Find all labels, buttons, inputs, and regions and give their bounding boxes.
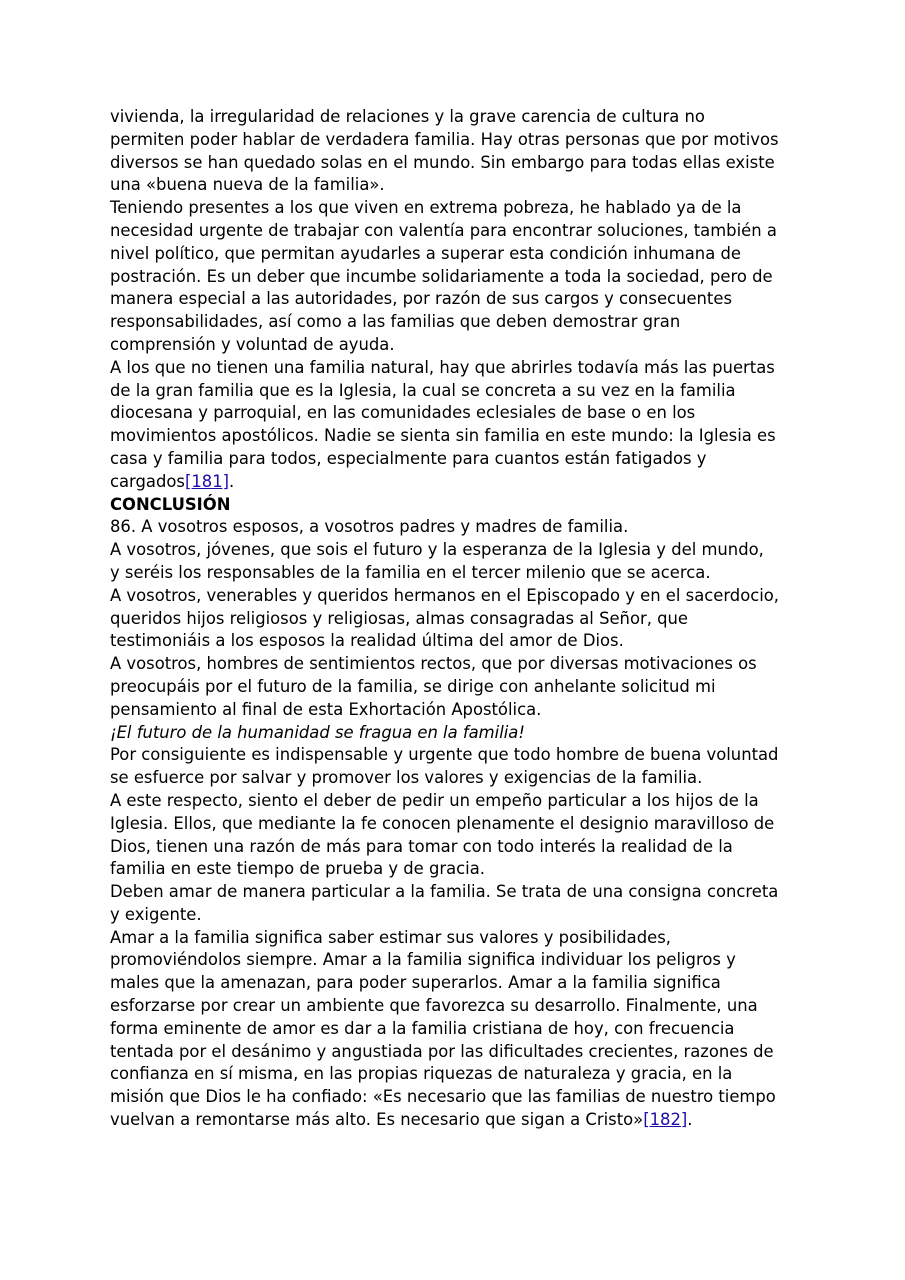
paragraph [110,357,810,494]
text-line: A este respecto, siento el deber de pedir un empeño particular a los hijos de la [110,790,759,810]
text-line: vivienda, la irregularidad de relaciones y la grave carencia de cultura no [110,107,705,126]
text-line: Por consiguiente es indispensable y urgente que todo hombre de buena voluntad [110,745,779,765]
paragraph [110,881,810,927]
text-line: A vosotros, hombres de sentimientos rectos, que por diversas motivaciones os [110,654,757,674]
text-line: tentada por el desánimo y angustiada por las dificultades crecientes, razones de [110,1041,774,1061]
text-line: familia en este tiempo de prueba y de gracia. [110,859,485,879]
text-line: Teniendo presentes a los que viven en extrema pobreza, he hablado ya de la [110,198,742,218]
text-line: y exigente. [110,904,202,924]
text-line: necesidad urgente de trabajar con valentía para encontrar soluciones, también a [110,220,777,240]
text-line: Amar a la familia significa saber estimar sus valores y posibilidades, [110,927,671,947]
text-line: A vosotros, jóvenes, que sois el futuro y la esperanza de la Iglesia y del mundo, [110,540,764,560]
text-line: Iglesia. Ellos, que mediante la fe conocen plenamente el designio maravilloso de [110,813,775,833]
text-line: Dios, tienen una razón de más para tomar con todo interés la realidad de la [110,836,733,856]
text-line: y seréis los responsables de la familia en el tercer milenio que se acerca. [110,562,711,582]
paragraph [110,653,810,721]
text-line: promoviéndolos siempre. Amar a la familia significa individuar los peligros y [110,950,736,970]
text-line: nivel político, que permitan ayudarles a superar esta condición inhumana de [110,243,741,263]
paragraph [110,516,810,539]
text-line: postración. Es un deber que incumbe solidariamente a toda la sociedad, pero de [110,266,773,286]
text-line [110,1109,810,1132]
paragraph [110,585,810,653]
section-heading: CONCLUSIÓN [110,494,231,514]
text-line: A vosotros, venerables y queridos hermanos en el Episcopado y en el sacerdocio, [110,585,780,605]
text-line: esforzarse por crear un ambiente que favorezca su desarrollo. Finalmente, una [110,996,758,1016]
text-line: permiten poder hablar de verdadera familia. Hay otras personas que por motivos [110,129,779,149]
paragraph [110,790,810,881]
paragraph [110,539,810,585]
text-line: males que la amenazan, para poder superarlos. Amar a la familia significa [110,973,721,993]
text-line: responsabilidades, así como a las familias que deben demostrar gran [110,312,681,332]
text-fragment: cargados [110,471,185,491]
text-fragment: . [229,471,235,491]
text-line: comprensión y voluntad de ayuda. [110,334,395,354]
text-line: diocesana y parroquial, en las comunidades eclesiales de base o en los [110,403,696,423]
italic-statement: ¡El futuro de la humanidad se fragua en la familia! [110,722,525,742]
text-line: testimoniáis a los esposos la realidad última del amor de Dios. [110,631,624,651]
text-line: preocupáis por el futuro de la familia, se dirige con anhelante solicitud mi [110,676,716,696]
text-line: de la gran familia que es la Iglesia, la cual se concreta a su vez en la familia [110,380,736,400]
text-line: queridos hijos religiosos y religiosas, almas consagradas al Señor, que [110,608,689,628]
text-line: A los que no tienen una familia natural, hay que abrirles todavía más las puertas [110,357,775,377]
text-line: movimientos apostólicos. Nadie se sienta sin familia en este mundo: la Iglesia es [110,426,776,446]
paragraph [110,744,810,790]
paragraph [110,927,810,1132]
text-line: diversos se han quedado solas en el mundo. Sin embargo para todas ellas existe [110,152,775,172]
text-line: forma eminente de amor es dar a la familia cristiana de hoy, con frecuencia [110,1018,735,1038]
text-line: una «buena nueva de la familia». [110,175,385,195]
text-line [110,471,810,494]
text-line: pensamiento al final de esta Exhortación Apostólica. [110,699,542,719]
text-line: casa y familia para todos, especialmente para cuantos están fatigados y [110,448,707,468]
text-fragment: vuelvan a remontarse más alto. Es necesario que sigan a Cristo» [110,1110,644,1130]
text-line: se esfuerce por salvar y promover los valores y exigencias de la familia. [110,768,703,788]
footnote-link-181[interactable]: [181] [184,471,230,491]
text-line: manera especial a las autoridades, por razón de sus cargos y consecuentes [110,289,732,309]
text-line: misión que Dios le ha confiado: «Es necesario que las familias de nuestro tiempo [110,1087,776,1107]
paragraph [110,197,810,357]
footnote-link-182[interactable]: [182] [643,1110,688,1130]
text-line: confianza en sí misma, en las propias riquezas de naturaleza y gracia, en la [110,1064,733,1084]
text-line: Deben amar de manera particular a la familia. Se trata de una consigna concreta [110,882,779,902]
paragraph [110,106,810,197]
text-fragment: . [687,1110,693,1130]
document-page [110,106,810,1132]
text-line: 86. A vosotros esposos, a vosotros padres y madres de familia. [110,517,629,537]
